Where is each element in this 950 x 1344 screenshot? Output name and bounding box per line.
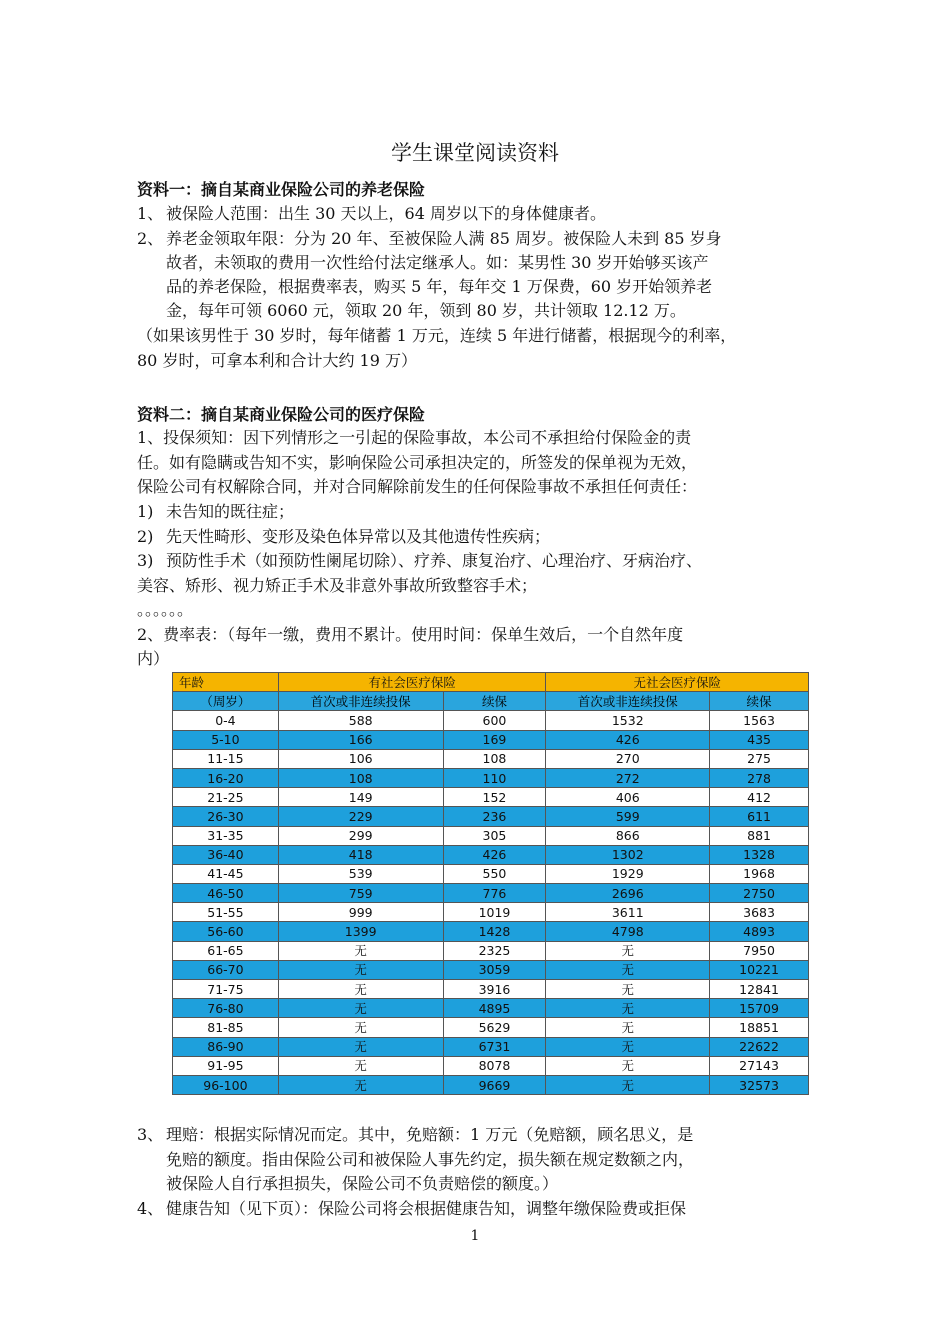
cell-with-renew: 236 bbox=[443, 807, 546, 826]
section1-heading: 资料一：摘自某商业保险公司的养老保险 bbox=[137, 180, 426, 199]
item-text: 预防性手术（如预防性阑尾切除）、疗养、康复治疗、心理治疗、牙病治疗、 bbox=[166, 551, 703, 570]
cell-age: 21-25 bbox=[173, 788, 279, 807]
section2-para-line: 任。如有隐瞒或告知不实，影响保险公司承担决定的，所签发的保单视为无效， bbox=[137, 453, 698, 472]
cell-with-renew: 426 bbox=[443, 845, 546, 864]
cell-with-first: 无 bbox=[278, 1056, 443, 1075]
cell-age: 76-80 bbox=[173, 999, 279, 1018]
table-row bbox=[173, 941, 809, 960]
cell-with-renew: 169 bbox=[443, 730, 546, 749]
cell-with-renew: 9669 bbox=[443, 1075, 546, 1094]
cell-without-first: 4798 bbox=[546, 922, 710, 941]
section1-item2-line: 品的养老保险，根据费率表，购买 5 年，每年交 1 万保费，60 岁开始领养老 bbox=[166, 277, 713, 296]
cell-without-first: 1929 bbox=[546, 864, 710, 883]
cell-with-first: 299 bbox=[278, 826, 443, 845]
cell-with-renew: 6731 bbox=[443, 1037, 546, 1056]
cell-with-first: 418 bbox=[278, 845, 443, 864]
cell-with-renew: 776 bbox=[443, 884, 546, 903]
cell-without-first: 270 bbox=[546, 749, 710, 768]
cell-without-first: 无 bbox=[546, 941, 710, 960]
ellipsis-dots: 。。。。。。 bbox=[137, 600, 194, 619]
cell-age: 26-30 bbox=[173, 807, 279, 826]
cell-without-renew: 18851 bbox=[710, 1018, 809, 1037]
cell-without-renew: 2750 bbox=[710, 884, 809, 903]
cell-age: 36-40 bbox=[173, 845, 279, 864]
item-text: 理赔：根据实际情况而定。其中，免赔额：1 万元（免赔额，顾名思义，是 bbox=[166, 1125, 694, 1144]
cell-with-renew: 108 bbox=[443, 749, 546, 768]
cell-without-first: 2696 bbox=[546, 884, 710, 903]
cell-with-renew: 600 bbox=[443, 711, 546, 730]
cell-with-renew: 110 bbox=[443, 768, 546, 787]
cell-without-renew: 12841 bbox=[710, 980, 809, 999]
cell-without-first: 3611 bbox=[546, 903, 710, 922]
table-row bbox=[173, 730, 809, 749]
cell-age: 16-20 bbox=[173, 768, 279, 787]
cell-with-first: 无 bbox=[278, 1075, 443, 1094]
cell-with-first: 106 bbox=[278, 749, 443, 768]
table-row bbox=[173, 711, 809, 730]
header-first-purchase: 首次或非连续投保 bbox=[546, 692, 710, 711]
cell-without-renew: 611 bbox=[710, 807, 809, 826]
cell-without-first: 1302 bbox=[546, 845, 710, 864]
cell-without-renew: 22622 bbox=[710, 1037, 809, 1056]
cell-age: 86-90 bbox=[173, 1037, 279, 1056]
cell-with-first: 108 bbox=[278, 768, 443, 787]
table-row bbox=[173, 1018, 809, 1037]
cell-without-first: 272 bbox=[546, 768, 710, 787]
item-number: 2、 bbox=[137, 229, 164, 248]
section1-note-line: 80 岁时，可拿本利和合计大约 19 万） bbox=[137, 351, 417, 370]
cell-with-renew: 3916 bbox=[443, 980, 546, 999]
exclusion-item-cont: 美容、矫形、视力矫正手术及非意外事故所致整容手术； bbox=[137, 576, 538, 595]
page-title: 学生课堂阅读资料 bbox=[391, 141, 559, 165]
header-with-social-insurance: 有社会医疗保险 bbox=[278, 673, 546, 692]
table-row bbox=[173, 826, 809, 845]
table-row bbox=[173, 1056, 809, 1075]
cell-with-first: 无 bbox=[278, 1018, 443, 1037]
cell-with-first: 759 bbox=[278, 884, 443, 903]
rate-intro-line: 2、费率表：（每年一缴，费用不累计。使用时间：保单生效后，一个自然年度 bbox=[137, 625, 684, 644]
cell-age: 66-70 bbox=[173, 960, 279, 979]
table-row bbox=[173, 1075, 809, 1094]
cell-without-renew: 1968 bbox=[710, 864, 809, 883]
cell-age: 31-35 bbox=[173, 826, 279, 845]
table-row bbox=[173, 960, 809, 979]
section2-para-line: 1、投保须知：因下列情形之一引起的保险事故，本公司不承担给付保险金的责 bbox=[137, 428, 692, 447]
cell-without-first: 426 bbox=[546, 730, 710, 749]
item-number: 3、 bbox=[137, 1125, 164, 1144]
table-row bbox=[173, 922, 809, 941]
cell-with-first: 无 bbox=[278, 1037, 443, 1056]
item-number: 3) bbox=[137, 551, 154, 570]
cell-without-renew: 412 bbox=[710, 788, 809, 807]
section1-item1 bbox=[137, 202, 606, 226]
cell-age: 71-75 bbox=[173, 980, 279, 999]
table-row bbox=[173, 807, 809, 826]
section1-item2 bbox=[137, 227, 722, 251]
section1-item2-line: 金，每年可领 6060 元，领取 20 年，领到 80 岁，共计领取 12.12 万。 bbox=[166, 301, 686, 320]
cell-with-renew: 3059 bbox=[443, 960, 546, 979]
header-without-social-insurance: 无社会医疗保险 bbox=[546, 673, 809, 692]
cell-with-renew: 1019 bbox=[443, 903, 546, 922]
cell-without-first: 无 bbox=[546, 960, 710, 979]
cell-with-first: 无 bbox=[278, 941, 443, 960]
cell-age: 56-60 bbox=[173, 922, 279, 941]
cell-age: 11-15 bbox=[173, 749, 279, 768]
cell-age: 61-65 bbox=[173, 941, 279, 960]
cell-with-first: 999 bbox=[278, 903, 443, 922]
header-age-unit: （周岁） bbox=[173, 692, 279, 711]
item-text: 健康告知（见下页）：保险公司将会根据健康告知，调整年缴保险费或拒保 bbox=[166, 1199, 687, 1218]
cell-without-first: 无 bbox=[546, 1056, 710, 1075]
section1-note-line: （如果该男性于 30 岁时，每年储蓄 1 万元，连续 5 年进行储蓄，根据现今的利率， bbox=[137, 326, 737, 345]
item-number: 1) bbox=[137, 502, 154, 521]
section2-item3-line: 免赔的额度。指由保险公司和被保险人事先约定，损失额在规定数额之内， bbox=[166, 1150, 695, 1169]
section2-item3 bbox=[137, 1123, 693, 1147]
table-row bbox=[173, 903, 809, 922]
exclusion-item bbox=[137, 525, 550, 549]
cell-age: 46-50 bbox=[173, 884, 279, 903]
section2-item4 bbox=[137, 1197, 686, 1221]
header-age: 年龄 bbox=[173, 673, 279, 692]
header-first-purchase: 首次或非连续投保 bbox=[278, 692, 443, 711]
cell-without-renew: 32573 bbox=[710, 1075, 809, 1094]
section2-heading: 资料二：摘自某商业保险公司的医疗保险 bbox=[137, 405, 426, 424]
cell-with-first: 588 bbox=[278, 711, 443, 730]
cell-age: 51-55 bbox=[173, 903, 279, 922]
cell-with-first: 149 bbox=[278, 788, 443, 807]
cell-with-renew: 550 bbox=[443, 864, 546, 883]
cell-with-renew: 8078 bbox=[443, 1056, 546, 1075]
item-text: 被保险人范围：出生 30 天以上，64 周岁以下的身体健康者。 bbox=[166, 204, 606, 223]
cell-without-first: 866 bbox=[546, 826, 710, 845]
item-number: 1、 bbox=[137, 204, 164, 223]
cell-without-renew: 4893 bbox=[710, 922, 809, 941]
cell-without-renew: 3683 bbox=[710, 903, 809, 922]
item-text: 先天性畸形、变形及染色体异常以及其他遗传性疾病； bbox=[166, 527, 551, 546]
table-row bbox=[173, 768, 809, 787]
cell-age: 96-100 bbox=[173, 1075, 279, 1094]
table-row bbox=[173, 864, 809, 883]
cell-with-first: 1399 bbox=[278, 922, 443, 941]
table-subheader-row bbox=[173, 692, 809, 711]
item-text: 养老金领取年限：分为 20 年、至被保险人满 85 周岁。被保险人未到 85 岁身 bbox=[166, 229, 722, 248]
exclusion-item bbox=[137, 500, 294, 524]
section2-para-line: 保险公司有权解除合同，并对合同解除前发生的任何保险事故不承担任何责任： bbox=[137, 477, 698, 496]
cell-with-first: 166 bbox=[278, 730, 443, 749]
item-text: 未告知的既往症； bbox=[166, 502, 295, 521]
cell-with-renew: 2325 bbox=[443, 941, 546, 960]
table-row bbox=[173, 788, 809, 807]
table-row bbox=[173, 884, 809, 903]
cell-age: 91-95 bbox=[173, 1056, 279, 1075]
cell-without-first: 1532 bbox=[546, 711, 710, 730]
exclusion-item bbox=[137, 549, 702, 573]
cell-without-first: 无 bbox=[546, 1075, 710, 1094]
rate-intro-line: 内） bbox=[137, 649, 170, 668]
rate-table bbox=[172, 672, 809, 1095]
cell-without-renew: 10221 bbox=[710, 960, 809, 979]
section2-item3-line: 被保险人自行承担损失，保险公司不负责赔偿的额度。） bbox=[166, 1174, 559, 1193]
cell-with-renew: 152 bbox=[443, 788, 546, 807]
cell-without-first: 无 bbox=[546, 980, 710, 999]
cell-without-renew: 435 bbox=[710, 730, 809, 749]
cell-without-first: 599 bbox=[546, 807, 710, 826]
cell-without-first: 无 bbox=[546, 1018, 710, 1037]
cell-without-renew: 1563 bbox=[710, 711, 809, 730]
cell-age: 0-4 bbox=[173, 711, 279, 730]
cell-with-first: 无 bbox=[278, 960, 443, 979]
cell-with-first: 无 bbox=[278, 999, 443, 1018]
cell-with-first: 无 bbox=[278, 980, 443, 999]
item-number: 2) bbox=[137, 527, 154, 546]
cell-without-renew: 7950 bbox=[710, 941, 809, 960]
cell-without-renew: 881 bbox=[710, 826, 809, 845]
cell-with-first: 229 bbox=[278, 807, 443, 826]
header-renewal: 续保 bbox=[443, 692, 546, 711]
cell-age: 81-85 bbox=[173, 1018, 279, 1037]
table-row bbox=[173, 1037, 809, 1056]
cell-without-first: 406 bbox=[546, 788, 710, 807]
cell-with-renew: 1428 bbox=[443, 922, 546, 941]
table-header-row bbox=[173, 673, 809, 692]
cell-without-renew: 15709 bbox=[710, 999, 809, 1018]
cell-with-first: 539 bbox=[278, 864, 443, 883]
page-number: 1 bbox=[470, 1228, 480, 1244]
section1-item2-line: 故者，未领取的费用一次性给付法定继承人。如：某男性 30 岁开始够买该产 bbox=[166, 253, 709, 272]
table-row bbox=[173, 845, 809, 864]
cell-with-renew: 305 bbox=[443, 826, 546, 845]
cell-without-first: 无 bbox=[546, 999, 710, 1018]
cell-without-renew: 1328 bbox=[710, 845, 809, 864]
cell-age: 41-45 bbox=[173, 864, 279, 883]
table-row bbox=[173, 980, 809, 999]
item-number: 4、 bbox=[137, 1199, 164, 1218]
cell-without-first: 无 bbox=[546, 1037, 710, 1056]
cell-age: 5-10 bbox=[173, 730, 279, 749]
cell-without-renew: 27143 bbox=[710, 1056, 809, 1075]
table-row bbox=[173, 999, 809, 1018]
cell-with-renew: 5629 bbox=[443, 1018, 546, 1037]
cell-without-renew: 278 bbox=[710, 768, 809, 787]
cell-without-renew: 275 bbox=[710, 749, 809, 768]
table-row bbox=[173, 749, 809, 768]
cell-with-renew: 4895 bbox=[443, 999, 546, 1018]
header-renewal: 续保 bbox=[710, 692, 809, 711]
